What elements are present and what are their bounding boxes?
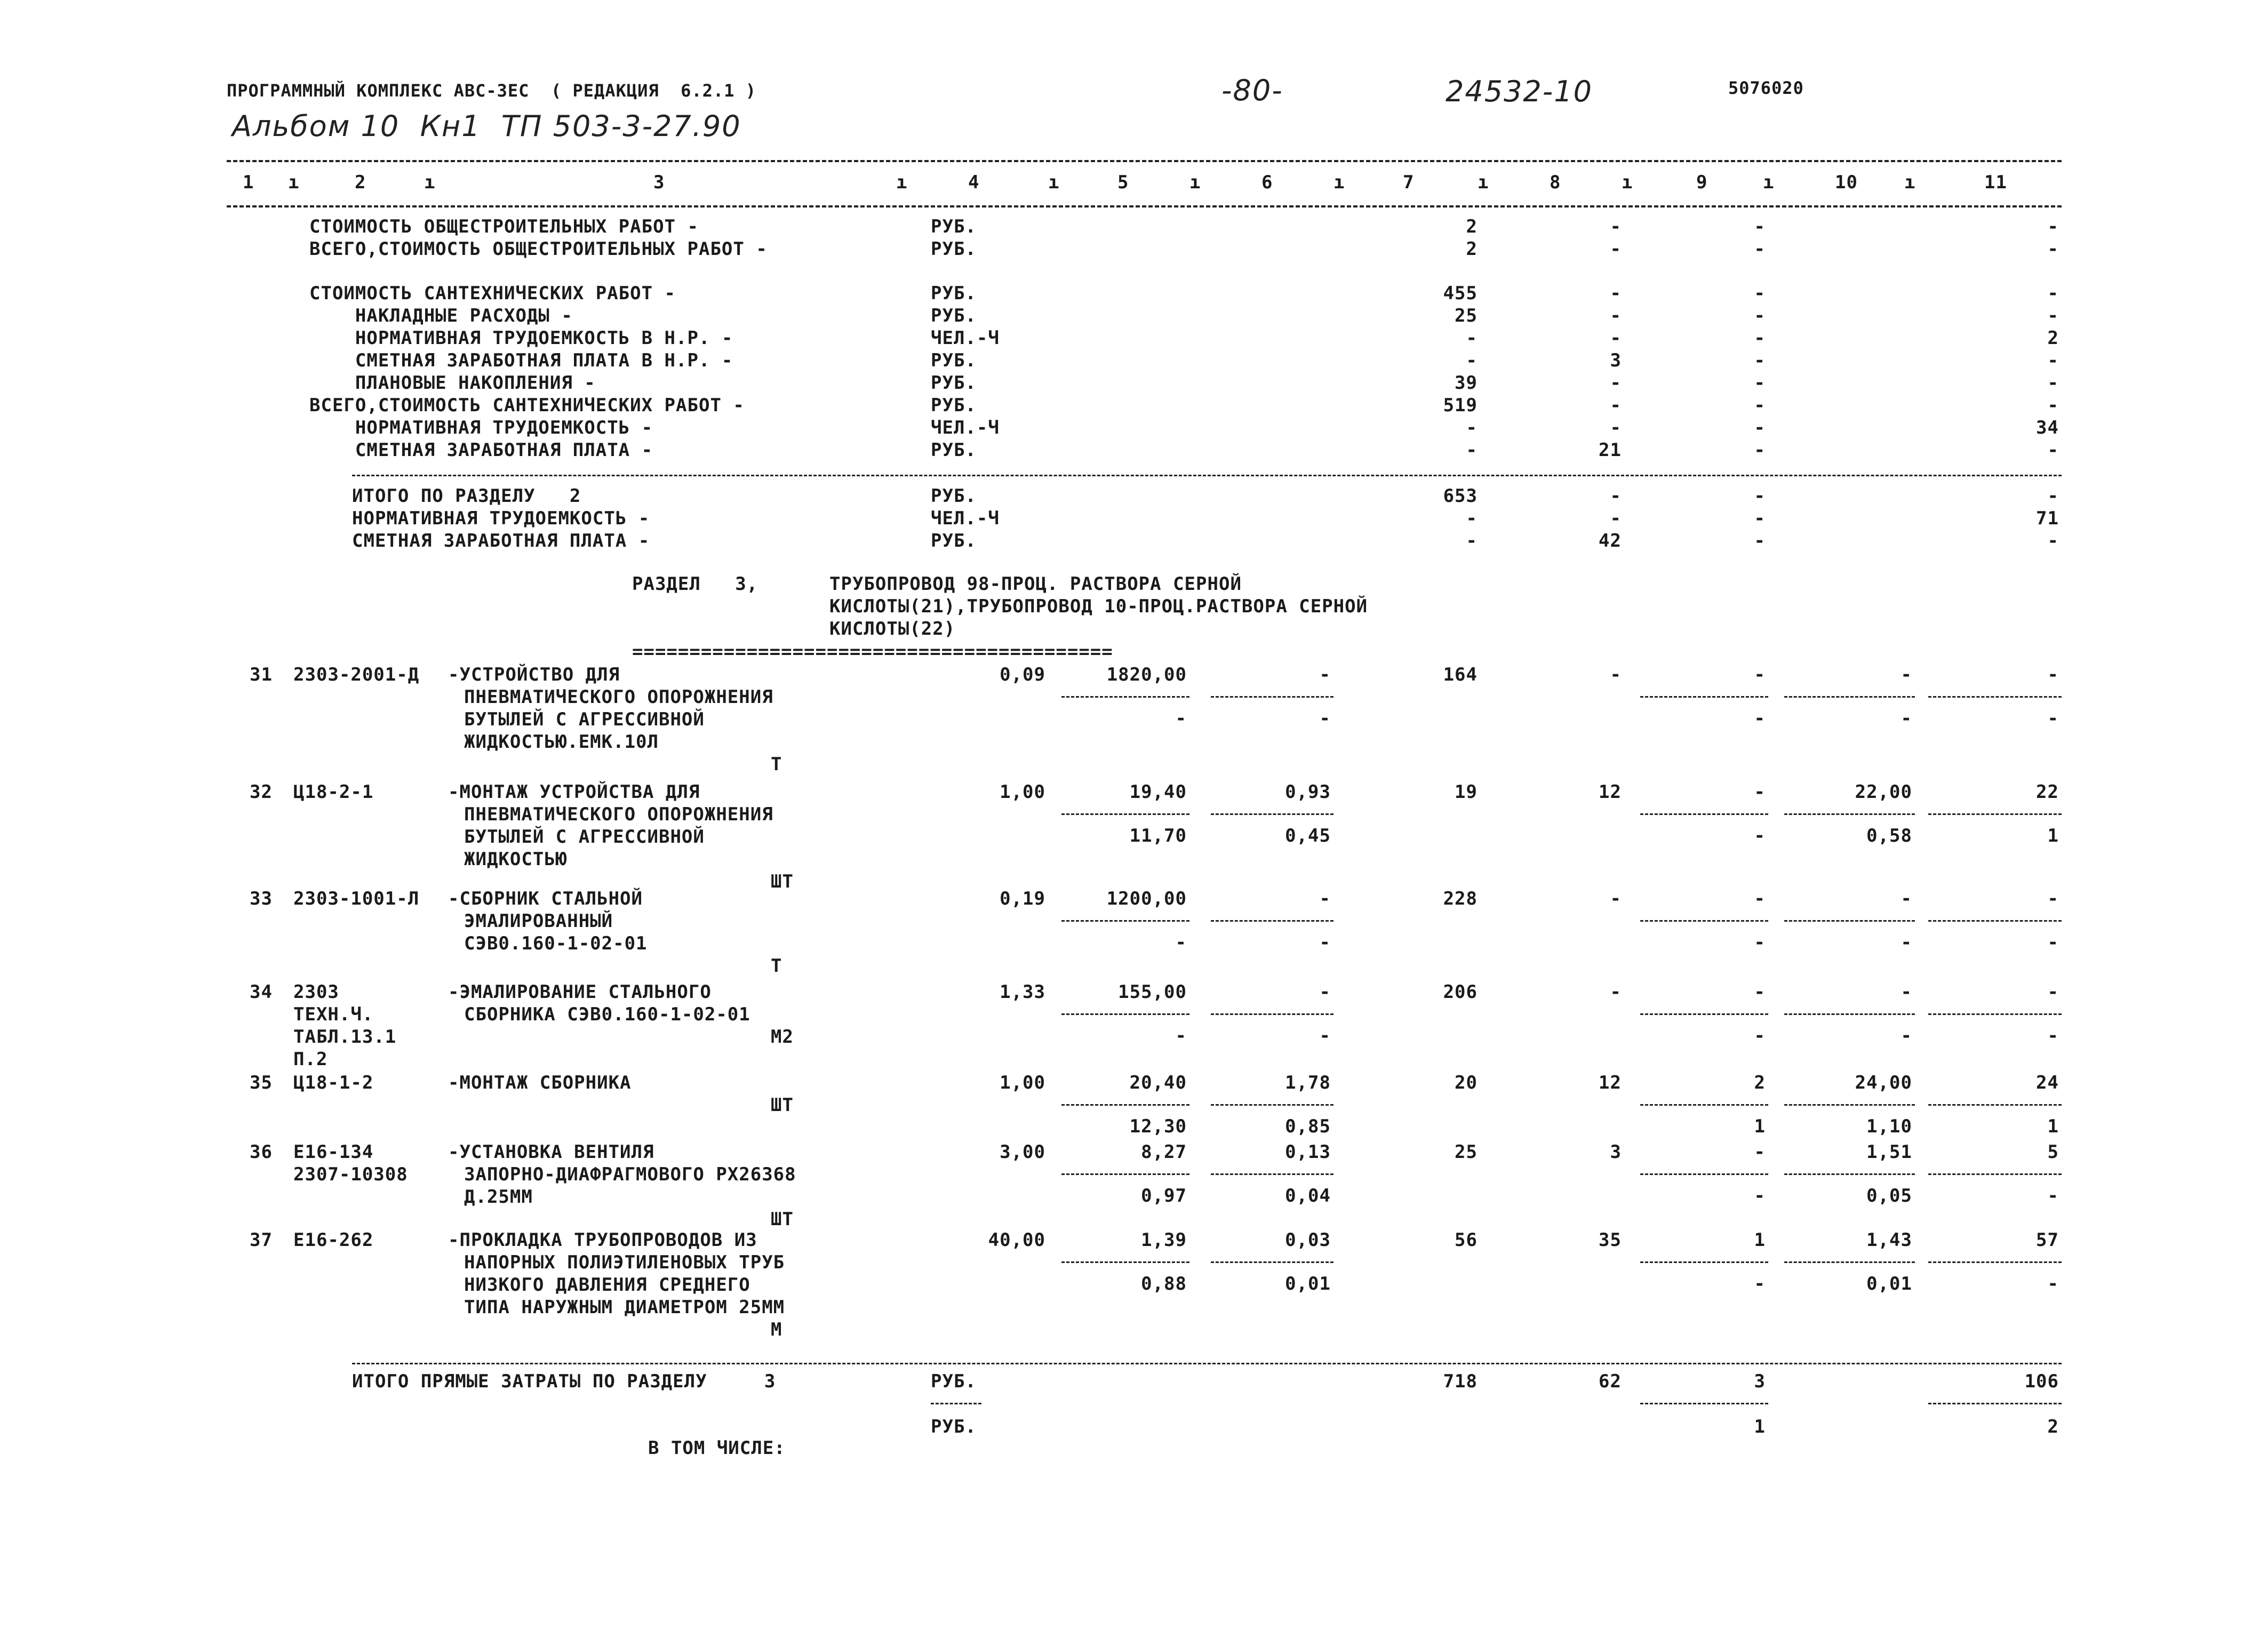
item-machine: -: [1754, 981, 1766, 1003]
column-header-8: 8: [1550, 172, 1561, 193]
item-description: -ЭМАЛИРОВАНИЕ СТАЛЬНОГО: [448, 981, 712, 1003]
item-description: ТИПА НАРУЖНЫМ ДИАМЕТРОМ 25ММ: [464, 1297, 785, 1318]
total3-col11-lower: 2: [2047, 1416, 2059, 1437]
total3-col9-lower: 1: [1754, 1416, 1766, 1437]
item-labor-total: 22: [2036, 781, 2059, 803]
fraction-rule: [1640, 696, 1768, 698]
item-code: 2303-1001-Л: [293, 888, 420, 909]
summary-col7: -: [1466, 508, 1478, 529]
item-price: 1,39: [1141, 1229, 1187, 1251]
item-labor-norm: 24,00: [1855, 1072, 1912, 1093]
fraction-rule: [1928, 1261, 2062, 1263]
summary-col7: 2: [1466, 238, 1478, 260]
item-code: Е16-262: [293, 1229, 374, 1251]
item-wage-total: -: [1610, 888, 1622, 909]
summary-unit: РУБ.: [931, 283, 977, 304]
fraction-rule: [1784, 1104, 1915, 1106]
fraction-rule: [1211, 813, 1333, 815]
total-rule: [352, 1363, 2062, 1364]
summary-col11: -: [2047, 395, 2059, 416]
item-price: 20,40: [1129, 1072, 1187, 1093]
item-norm-lower: 0,05: [1866, 1185, 1912, 1206]
item-description: -МОНТАЖ СБОРНИКА: [448, 1072, 632, 1093]
fraction-rule: [1061, 920, 1189, 922]
item-norm-lower: -: [1900, 1025, 1912, 1046]
column-header-11: 11: [1984, 172, 2007, 193]
item-wage-price: 0,03: [1285, 1229, 1331, 1251]
total3-col7: 718: [1443, 1371, 1478, 1392]
item-wage-total: -: [1610, 664, 1622, 685]
fraction-rule: [1784, 920, 1915, 922]
item-labor-total: 24: [2036, 1072, 2059, 1093]
column-separator: ı: [1189, 172, 1201, 193]
item-wage-lower: -: [1319, 708, 1331, 729]
fraction-rule: [1061, 696, 1189, 698]
item-wage-total: 35: [1599, 1229, 1622, 1251]
item-number: 33: [250, 888, 273, 909]
summary-col9: -: [1754, 485, 1766, 507]
total3-unit: РУБ.: [931, 1371, 977, 1392]
summary-col11: -: [2047, 216, 2059, 237]
total-fraction-rule: [1640, 1403, 1768, 1404]
item-description: СБОРНИКА СЭВ0.160-1-02-01: [464, 1004, 750, 1025]
column-header-7: 7: [1403, 172, 1415, 193]
item-description: НИЗКОГО ДАВЛЕНИЯ СРЕДНЕГО: [464, 1274, 750, 1296]
item-quantity: 1,00: [1000, 1072, 1045, 1093]
item-wage-price: -: [1319, 888, 1331, 909]
summary-label: НОРМАТИВНАЯ ТРУДОЕМКОСТЬ В Н.Р. -: [309, 327, 733, 349]
summary-col8: -: [1610, 216, 1622, 237]
item-description: НАПОРНЫХ ПОЛИЭТИЛЕНОВЫХ ТРУБ: [464, 1252, 785, 1273]
summary-unit: РУБ.: [931, 216, 977, 237]
summary-col9: -: [1754, 216, 1766, 237]
item-number: 34: [250, 981, 273, 1003]
summary-col9: -: [1754, 238, 1766, 260]
fraction-rule: [1061, 1173, 1189, 1175]
summary-col11: 34: [2036, 417, 2059, 438]
summary-col7: 455: [1443, 283, 1478, 304]
item-wage-total: 12: [1599, 781, 1622, 803]
fraction-rule: [1640, 813, 1768, 815]
column-header-2: 2: [355, 172, 366, 193]
summary-col11: 71: [2036, 508, 2059, 529]
item-description: Д.25ММ: [464, 1186, 533, 1208]
summary-col9: -: [1754, 530, 1766, 552]
item-code-line4: П.2: [293, 1049, 328, 1070]
item-number: 37: [250, 1229, 273, 1251]
item-wage-lower: 0,04: [1285, 1185, 1331, 1206]
subtotal-rule: [352, 475, 2062, 476]
item-unit: ШТ: [771, 1094, 794, 1116]
summary-label: СМЕТНАЯ ЗАРАБОТНАЯ ПЛАТА -: [352, 530, 650, 552]
fraction-rule: [1928, 813, 2062, 815]
column-header-10: 10: [1835, 172, 1858, 193]
summary-unit: РУБ.: [931, 440, 977, 461]
fraction-rule: [1928, 920, 2062, 922]
summary-col11: -: [2047, 305, 2059, 326]
item-price-lower: -: [1175, 932, 1187, 953]
item-price-lower: 0,97: [1141, 1185, 1187, 1206]
item-labor-norm: -: [1900, 664, 1912, 685]
fraction-rule: [1928, 1013, 2062, 1015]
item-description: -ПРОКЛАДКА ТРУБОПРОВОДОВ ИЗ: [448, 1229, 757, 1251]
total-fraction-rule: [1928, 1403, 2062, 1404]
item-description: -СБОРНИК СТАЛЬНОЙ: [448, 888, 643, 909]
section-title-3: КИСЛОТЫ(22): [829, 618, 956, 640]
item-description: ЭМАЛИРОВАННЫЙ: [464, 910, 613, 932]
item-description: ЖИДКОСТЬЮ: [464, 849, 568, 870]
item-machine: 1: [1754, 1229, 1766, 1251]
item-price: 155,00: [1118, 981, 1187, 1003]
fraction-rule: [1784, 696, 1915, 698]
item-quantity: 0,19: [1000, 888, 1045, 909]
fraction-rule: [1640, 1104, 1768, 1106]
program-title: ПРОГРАММНЫЙ КОМПЛЕКС АВС-3ЕС ( РЕДАКЦИЯ 6.2.1 ): [227, 81, 757, 101]
page-number: -80-: [1221, 74, 1283, 107]
item-total-lower: -: [2047, 932, 2059, 953]
section-label: РАЗДЕЛ 3,: [632, 573, 758, 595]
summary-col8: 42: [1599, 530, 1622, 552]
fraction-rule: [1784, 813, 1915, 815]
item-machine: -: [1754, 664, 1766, 685]
document-number: 24532-10: [1446, 75, 1593, 108]
summary-col8: -: [1610, 372, 1622, 394]
item-labor-total: 5: [2047, 1141, 2059, 1163]
item-total-lower: -: [2047, 1185, 2059, 1206]
item-wage-total: -: [1610, 981, 1622, 1003]
item-price: 19,40: [1129, 781, 1187, 803]
summary-unit: ЧЕЛ.-Ч: [931, 508, 1000, 529]
summary-col8: -: [1610, 305, 1622, 326]
summary-col11: -: [2047, 283, 2059, 304]
item-labor-total: 57: [2036, 1229, 2059, 1251]
summary-col11: -: [2047, 350, 2059, 371]
fraction-rule: [1784, 1013, 1915, 1015]
item-machine: -: [1754, 888, 1766, 909]
item-total: 206: [1443, 981, 1478, 1003]
summary-col8: -: [1610, 395, 1622, 416]
summary-col7: -: [1466, 530, 1478, 552]
item-price-lower: -: [1175, 708, 1187, 729]
item-machine-lower: -: [1754, 1025, 1766, 1046]
item-total: 20: [1455, 1072, 1478, 1093]
item-number: 31: [250, 664, 273, 685]
item-wage-lower: -: [1319, 1025, 1331, 1046]
item-price-lower: 0,88: [1141, 1273, 1187, 1295]
summary-col8: -: [1610, 238, 1622, 260]
item-description: -УСТРОЙСТВО ДЛЯ: [448, 664, 620, 685]
summary-col9: -: [1754, 372, 1766, 394]
item-labor-norm: -: [1900, 888, 1912, 909]
item-code-line3: ТАБЛ.13.1: [293, 1026, 397, 1048]
column-separator: ı: [896, 172, 908, 193]
item-price-lower: -: [1175, 1025, 1187, 1046]
item-price: 1200,00: [1106, 888, 1187, 909]
item-wage-price: -: [1319, 981, 1331, 1003]
item-wage-total: 3: [1610, 1141, 1622, 1163]
album-note: Альбом 10 Кн1 ТП 503-3-27.90: [232, 109, 741, 143]
item-unit: Т: [771, 754, 782, 775]
fraction-rule: [1640, 1261, 1768, 1263]
item-machine-lower: 1: [1754, 1116, 1766, 1137]
item-description: -МОНТАЖ УСТРОЙСТВА ДЛЯ: [448, 781, 700, 803]
summary-col8: -: [1610, 508, 1622, 529]
fraction-rule: [1784, 1173, 1915, 1175]
column-header-6: 6: [1261, 172, 1273, 193]
item-unit: М2: [771, 1026, 794, 1048]
fraction-rule: [1211, 920, 1333, 922]
fraction-rule: [1640, 1173, 1768, 1175]
fraction-rule: [1928, 1173, 2062, 1175]
item-machine-lower: -: [1754, 932, 1766, 953]
item-description: ЖИДКОСТЬЮ.ЕМК.10Л: [464, 731, 659, 753]
fraction-rule: [1928, 1104, 2062, 1106]
summary-unit: ЧЕЛ.-Ч: [931, 417, 1000, 438]
item-price: 1820,00: [1106, 664, 1187, 685]
fraction-rule: [1928, 696, 2062, 698]
item-total: 25: [1455, 1141, 1478, 1163]
summary-unit: РУБ.: [931, 395, 977, 416]
item-wage-price: 0,13: [1285, 1141, 1331, 1163]
item-wage-price: 0,93: [1285, 781, 1331, 803]
item-quantity: 40,00: [988, 1229, 1045, 1251]
item-total-lower: -: [2047, 708, 2059, 729]
item-norm-lower: -: [1900, 708, 1912, 729]
column-header-1: 1: [243, 172, 254, 193]
item-total-lower: 1: [2047, 825, 2059, 846]
item-labor-total: -: [2047, 888, 2059, 909]
item-code: 2303: [293, 981, 339, 1003]
item-unit: ШТ: [771, 871, 794, 892]
summary-col8: 3: [1610, 350, 1622, 371]
column-separator: ı: [288, 172, 300, 193]
fraction-rule: [1061, 1013, 1189, 1015]
item-unit: Т: [771, 955, 782, 977]
column-header-5: 5: [1117, 172, 1129, 193]
table-top-rule: [227, 160, 2062, 162]
item-quantity: 3,00: [1000, 1141, 1045, 1163]
column-separator: ı: [424, 172, 436, 193]
item-total-lower: -: [2047, 1273, 2059, 1295]
including-label: В ТОМ ЧИСЛЕ:: [648, 1437, 786, 1459]
item-price: 8,27: [1141, 1141, 1187, 1163]
summary-label: ВСЕГО,СТОИМОСТЬ ОБЩЕСТРОИТЕЛЬНЫХ РАБОТ -: [309, 238, 768, 260]
item-total-lower: 1: [2047, 1116, 2059, 1137]
item-machine-lower: -: [1754, 1273, 1766, 1295]
summary-col8: -: [1610, 327, 1622, 349]
fraction-rule: [1211, 1173, 1333, 1175]
summary-col11: -: [2047, 530, 2059, 552]
summary-col9: -: [1754, 350, 1766, 371]
summary-unit: РУБ.: [931, 305, 977, 326]
total3-col8: 62: [1599, 1371, 1622, 1392]
fraction-rule: [1061, 813, 1189, 815]
summary-unit: РУБ.: [931, 238, 977, 260]
summary-col8: -: [1610, 417, 1622, 438]
summary-col11: -: [2047, 238, 2059, 260]
summary-col7: 2: [1466, 216, 1478, 237]
summary-col11: 2: [2047, 327, 2059, 349]
summary-col11: -: [2047, 485, 2059, 507]
total3-col9: 3: [1754, 1371, 1766, 1392]
summary-col8: 21: [1599, 440, 1622, 461]
summary-col8: -: [1610, 485, 1622, 507]
item-wage-price: 1,78: [1285, 1072, 1331, 1093]
section-rule: ==========================================: [632, 641, 1113, 662]
item-wage-total: 12: [1599, 1072, 1622, 1093]
fraction-rule: [1640, 1013, 1768, 1015]
item-machine-lower: -: [1754, 1185, 1766, 1206]
item-code-line2: ТЕХН.Ч.: [293, 1004, 374, 1025]
summary-label: ИТОГО ПО РАЗДЕЛУ 2: [352, 485, 581, 507]
column-separator: ı: [1763, 172, 1775, 193]
summary-col8: -: [1610, 283, 1622, 304]
summary-col9: -: [1754, 305, 1766, 326]
item-quantity: 0,09: [1000, 664, 1045, 685]
summary-unit: РУБ.: [931, 485, 977, 507]
total3-col11: 106: [2024, 1371, 2059, 1392]
item-labor-norm: -: [1900, 981, 1912, 1003]
column-separator: ı: [1622, 172, 1633, 193]
item-code: Ц18-2-1: [293, 781, 374, 803]
item-number: 36: [250, 1141, 273, 1163]
summary-label: ВСЕГО,СТОИМОСТЬ САНТЕХНИЧЕСКИХ РАБОТ -: [309, 395, 745, 416]
item-number: 32: [250, 781, 273, 803]
item-wage-price: -: [1319, 664, 1331, 685]
summary-col9: -: [1754, 440, 1766, 461]
header-bottom-rule: [227, 205, 2062, 207]
summary-col9: -: [1754, 327, 1766, 349]
summary-col7: -: [1466, 350, 1478, 371]
summary-label: НОРМАТИВНАЯ ТРУДОЕМКОСТЬ -: [352, 508, 650, 529]
total3-unit-lower: РУБ.: [931, 1416, 977, 1437]
item-machine: 2: [1754, 1072, 1766, 1093]
item-machine-lower: -: [1754, 708, 1766, 729]
fraction-rule: [1211, 696, 1333, 698]
item-description: ПНЕВМАТИЧЕСКОГО ОПОРОЖНЕНИЯ: [464, 804, 773, 825]
item-total: 228: [1443, 888, 1478, 909]
summary-col9: -: [1754, 417, 1766, 438]
item-code: 2303-2001-Д: [293, 664, 420, 685]
summary-unit: РУБ.: [931, 530, 977, 552]
section-title-1: ТРУБОПРОВОД 98-ПРОЦ. РАСТВОРА СЕРНОЙ: [829, 573, 1242, 595]
item-code-line2: 2307-10308: [293, 1164, 408, 1185]
item-labor-norm: 22,00: [1855, 781, 1912, 803]
fraction-rule: [1211, 1013, 1333, 1015]
summary-col7: -: [1466, 327, 1478, 349]
fraction-rule: [1061, 1104, 1189, 1106]
item-wage-lower: -: [1319, 932, 1331, 953]
summary-col7: -: [1466, 417, 1478, 438]
item-number: 35: [250, 1072, 273, 1093]
summary-unit: РУБ.: [931, 350, 977, 371]
item-price-lower: 11,70: [1129, 825, 1187, 846]
summary-col11: -: [2047, 372, 2059, 394]
fraction-rule: [1640, 920, 1768, 922]
section-title-2: КИСЛОТЫ(21),ТРУБОПРОВОД 10-ПРОЦ.РАСТВОРА СЕРНОЙ: [829, 596, 1368, 617]
summary-col9: -: [1754, 508, 1766, 529]
summary-unit: ЧЕЛ.-Ч: [931, 327, 1000, 349]
fraction-rule: [1211, 1261, 1333, 1263]
item-labor-total: -: [2047, 981, 2059, 1003]
item-total: 19: [1455, 781, 1478, 803]
summary-label: СТОИМОСТЬ САНТЕХНИЧЕСКИХ РАБОТ -: [309, 283, 676, 304]
summary-col7: -: [1466, 440, 1478, 461]
summary-col7: 519: [1443, 395, 1478, 416]
item-machine-lower: -: [1754, 825, 1766, 846]
fraction-rule: [1784, 1261, 1915, 1263]
item-norm-lower: 0,01: [1866, 1273, 1912, 1295]
fraction-rule: [1211, 1104, 1333, 1106]
summary-label: СТОИМОСТЬ ОБЩЕСТРОИТЕЛЬНЫХ РАБОТ -: [309, 216, 699, 237]
total3-label: ИТОГО ПРЯМЫЕ ЗАТРАТЫ ПО РАЗДЕЛУ 3: [352, 1371, 776, 1392]
column-separator: ı: [1048, 172, 1060, 193]
item-code: Ц18-1-2: [293, 1072, 374, 1093]
summary-label: НОРМАТИВНАЯ ТРУДОЕМКОСТЬ -: [309, 417, 653, 438]
total-fraction-rule: [931, 1403, 981, 1404]
summary-label: СМЕТНАЯ ЗАРАБОТНАЯ ПЛАТА В Н.Р. -: [309, 350, 733, 371]
item-quantity: 1,00: [1000, 781, 1045, 803]
item-labor-norm: 1,51: [1866, 1141, 1912, 1163]
item-machine: -: [1754, 1141, 1766, 1163]
item-total: 164: [1443, 664, 1478, 685]
column-header-3: 3: [653, 172, 665, 193]
summary-label: ПЛАНОВЫЕ НАКОПЛЕНИЯ -: [309, 372, 596, 394]
item-norm-lower: 1,10: [1866, 1116, 1912, 1137]
summary-col7: 25: [1455, 305, 1478, 326]
summary-col9: -: [1754, 395, 1766, 416]
summary-col9: -: [1754, 283, 1766, 304]
summary-unit: РУБ.: [931, 372, 977, 394]
item-quantity: 1,33: [1000, 981, 1045, 1003]
column-separator: ı: [1478, 172, 1489, 193]
item-labor-total: -: [2047, 664, 2059, 685]
item-description: ПНЕВМАТИЧЕСКОГО ОПОРОЖНЕНИЯ: [464, 686, 773, 708]
item-description: ЗАПОРНО-ДИАФРАГМОВОГО РХ26368: [464, 1164, 796, 1185]
column-header-9: 9: [1696, 172, 1708, 193]
document-code: 5076020: [1728, 78, 1804, 98]
summary-col11: -: [2047, 440, 2059, 461]
column-separator: ı: [1904, 172, 1916, 193]
item-description: СЭВ0.160-1-02-01: [464, 933, 648, 954]
item-unit: М: [771, 1319, 782, 1340]
item-description: БУТЫЛЕЙ С АГРЕССИВНОЙ: [464, 709, 705, 730]
summary-label: НАКЛАДНЫЕ РАСХОДЫ -: [309, 305, 573, 326]
item-norm-lower: -: [1900, 932, 1912, 953]
summary-col7: 39: [1455, 372, 1478, 394]
item-code: Е16-134: [293, 1141, 374, 1163]
item-total-lower: -: [2047, 1025, 2059, 1046]
item-price-lower: 12,30: [1129, 1116, 1187, 1137]
item-norm-lower: 0,58: [1866, 825, 1912, 846]
item-wage-lower: 0,45: [1285, 825, 1331, 846]
item-wage-lower: 0,85: [1285, 1116, 1331, 1137]
column-separator: ı: [1333, 172, 1345, 193]
item-wage-lower: 0,01: [1285, 1273, 1331, 1295]
item-unit: ШТ: [771, 1209, 794, 1230]
item-description: БУТЫЛЕЙ С АГРЕССИВНОЙ: [464, 826, 705, 848]
item-total: 56: [1455, 1229, 1478, 1251]
column-header-4: 4: [968, 172, 980, 193]
item-labor-norm: 1,43: [1866, 1229, 1912, 1251]
item-description: -УСТАНОВКА ВЕНТИЛЯ: [448, 1141, 654, 1163]
fraction-rule: [1061, 1261, 1189, 1263]
item-machine: -: [1754, 781, 1766, 803]
summary-col7: 653: [1443, 485, 1478, 507]
summary-label: СМЕТНАЯ ЗАРАБОТНАЯ ПЛАТА -: [309, 440, 653, 461]
